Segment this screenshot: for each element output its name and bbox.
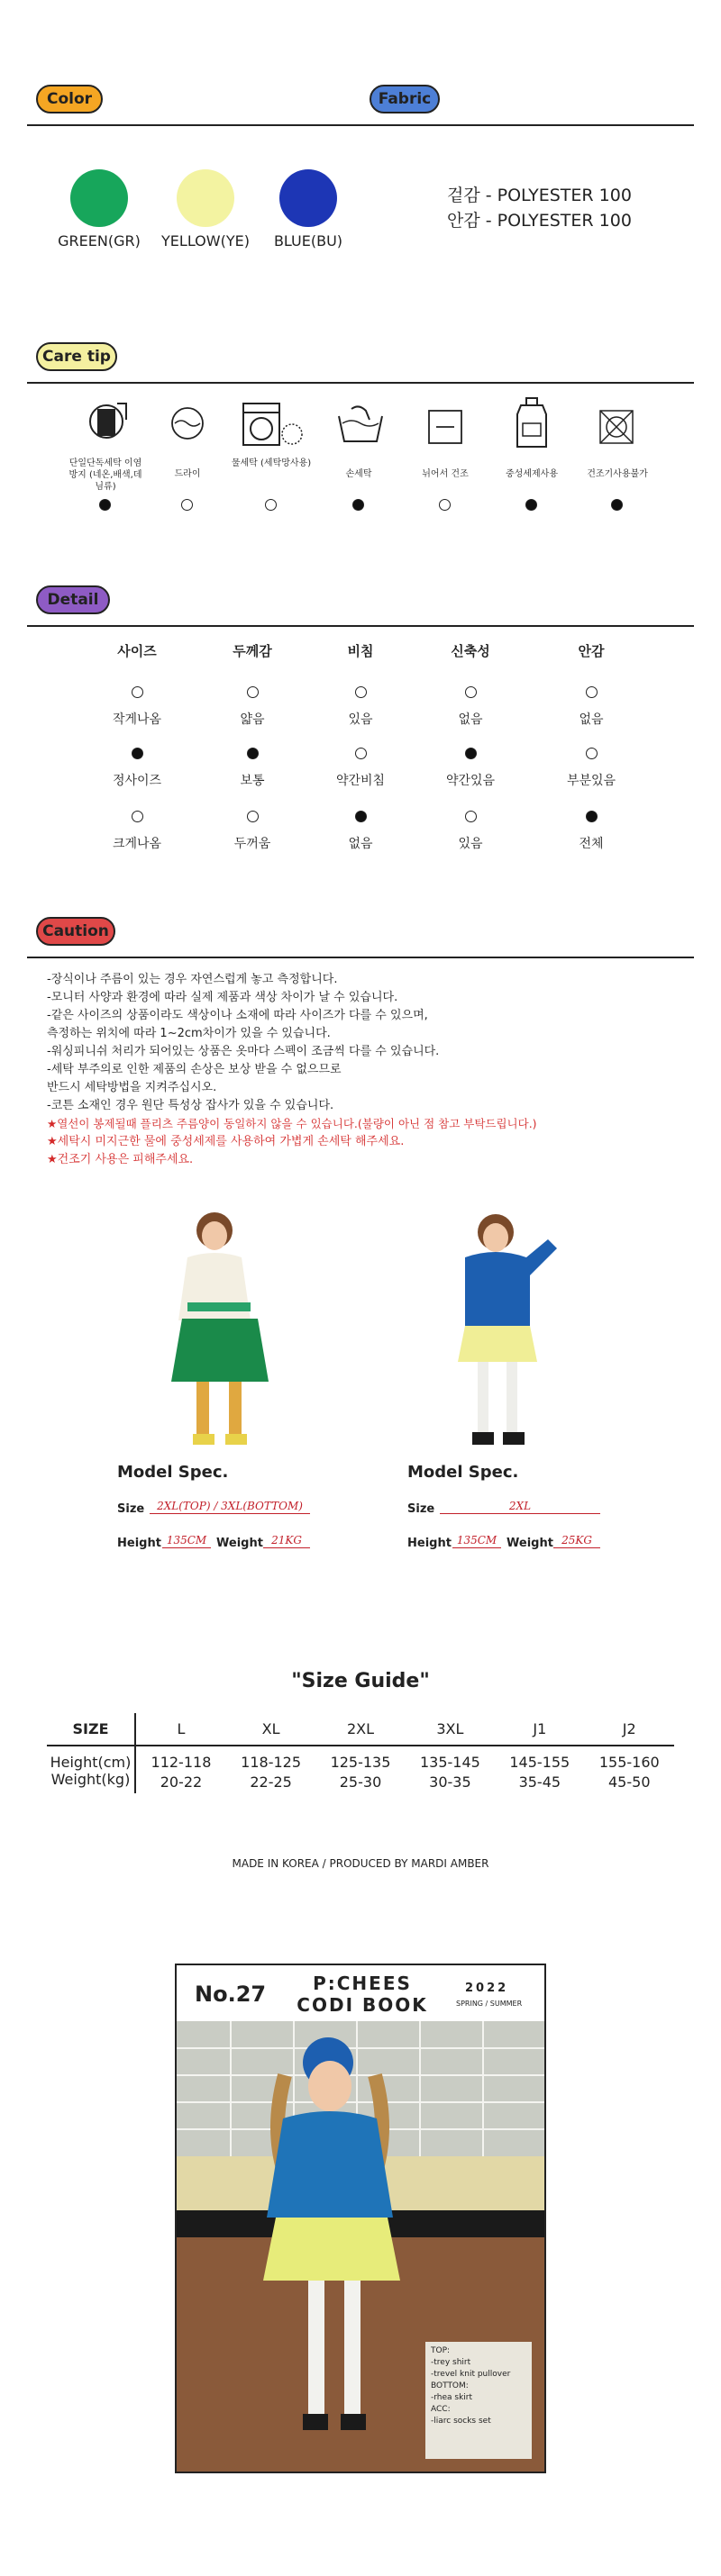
detail-dot-selected xyxy=(247,748,259,759)
size-guide-cell: 118-125 xyxy=(241,1754,302,1771)
outfit-note xyxy=(425,2342,532,2459)
codi-book-year: 2022 xyxy=(465,1982,509,1995)
fabric-lining: 안감 - POLYESTER 100 xyxy=(447,211,632,231)
caution-line: -모니터 사양과 환경에 따라 실제 제품과 색상 차이가 날 수 있습니다. xyxy=(47,991,398,1004)
detail-option: 약간비침 xyxy=(335,774,386,788)
swatch-green[interactable] xyxy=(70,169,128,227)
codi-book-season: SPRING / SUMMER xyxy=(456,2000,523,2008)
model-weight-value: 25KG xyxy=(553,1533,600,1548)
detail-head-sheer: 비침 xyxy=(347,643,374,659)
model-size-value: 2XL(TOP) / 3XL(BOTTOM) xyxy=(150,1499,310,1514)
care-label-machine-wash: 물세탁 (세탁망사용) xyxy=(231,458,312,468)
swatch-label-green: GREEN(GR) xyxy=(58,232,141,249)
care-label-hand-wash: 손세탁 xyxy=(345,469,372,479)
detail-head-stretch: 신축성 xyxy=(451,643,490,659)
size-guide-cell: 125-135 xyxy=(330,1754,391,1771)
size-guide-cell: 45-50 xyxy=(608,1773,651,1791)
detail-dot-selected xyxy=(355,811,367,822)
caution-warning: ★세탁시 미지근한 물에 중성세제를 사용하여 가볍게 손세탁 해주세요. xyxy=(47,1135,405,1148)
codi-book-title-1: P:CHEES xyxy=(313,1973,412,1994)
swatch-label-yellow: YELLOW(YE) xyxy=(161,232,250,249)
detail-dot xyxy=(355,686,367,698)
size-guide-cell: 30-35 xyxy=(429,1773,471,1791)
size-guide-cell: 20-22 xyxy=(160,1773,203,1791)
model-spec-title: Model Spec. xyxy=(117,1463,229,1482)
size-guide-header-cell: 2XL xyxy=(346,1720,375,1737)
outfit-acc-label: ACC: xyxy=(431,2405,451,2414)
size-guide-row-label: Height(cm) xyxy=(47,1746,135,1771)
care-dot-machine-wash xyxy=(265,499,277,511)
detail-dot xyxy=(132,686,143,698)
outfit-top-label: TOP: xyxy=(431,2346,451,2355)
detail-option: 크게나옴 xyxy=(112,837,162,851)
size-guide-cell: 35-45 xyxy=(518,1773,561,1791)
caution-line: -장식이나 주름이 있는 경우 자연스럽게 놓고 측정합니다. xyxy=(47,973,338,986)
detail-dot xyxy=(586,748,598,759)
care-dot-no-dryer xyxy=(611,499,623,511)
care-label-no-dryer: 건조기사용불가 xyxy=(587,469,648,479)
size-guide-cell: 155-160 xyxy=(598,1754,660,1771)
size-guide-header-cell: J2 xyxy=(622,1720,636,1737)
made-in-text: MADE IN KOREA / PRODUCED BY MARDI AMBER xyxy=(232,1857,489,1870)
size-guide-cell: 22-25 xyxy=(250,1773,292,1791)
detail-option: 있음 xyxy=(348,712,373,727)
codi-book-title-2: CODI BOOK xyxy=(297,1994,428,2016)
outfit-bottom-item: -rhea skirt xyxy=(431,2393,473,2402)
outfit-acc-item: -liarc socks set xyxy=(431,2417,491,2426)
washing-machine-icon xyxy=(242,402,305,447)
caution-line: -세탁 부주의로 인한 제품의 손상은 보상 받을 수 없으므로 xyxy=(47,1063,342,1076)
detail-option: 약간있음 xyxy=(445,774,496,788)
care-label-single-wash: 단일단독세탁 이염방지 (네온,배색,데님류) xyxy=(68,458,142,492)
detail-dot xyxy=(247,811,259,822)
detail-option: 없음 xyxy=(579,712,604,727)
model-height-value: 135CM xyxy=(452,1533,501,1548)
model-size-label: Size xyxy=(117,1502,145,1516)
size-guide-header-row xyxy=(47,1713,674,1746)
size-guide-cell: 145-155 xyxy=(509,1754,570,1771)
model-height-label: Height xyxy=(407,1537,452,1550)
model-size-label: Size xyxy=(407,1502,435,1516)
detail-option: 얇음 xyxy=(240,712,265,727)
size-guide-header-cell: SIZE xyxy=(47,1713,135,1746)
size-guide-row-height xyxy=(47,1746,674,1771)
size-guide-row-label: Weight(kg) xyxy=(47,1771,135,1793)
size-guide-cell: 135-145 xyxy=(419,1754,480,1771)
model-height-value: 135CM xyxy=(162,1533,211,1548)
caution-line: -같은 사이즈의 상품이라도 색상이나 소재에 따라 사이즈가 다를 수 있으며, xyxy=(47,1009,428,1022)
model-height-label: Height xyxy=(117,1537,161,1550)
caution-warning: ★열선이 봉제될때 플리츠 주름양이 동일하지 않을 수 있습니다.(불량이 아닌 점 참고 부탁드립니다.) xyxy=(47,1117,537,1130)
detail-dot xyxy=(247,686,259,698)
care-dot-hand-wash xyxy=(352,499,364,511)
outfit-top-item: -trey shirt xyxy=(431,2358,471,2367)
neutral-detergent-icon xyxy=(514,396,550,450)
detail-option: 두꺼움 xyxy=(233,837,271,851)
caution-line: -워싱피니쉬 처리가 되어있는 상품은 옷마다 스펙이 조금씩 다를 수 있습니다. xyxy=(47,1045,440,1058)
detail-option: 없음 xyxy=(458,712,483,727)
size-guide-title: "Size Guide" xyxy=(291,1670,430,1692)
caution-warning: ★건조기 사용은 피해주세요. xyxy=(47,1153,194,1166)
size-guide-header-cell: J1 xyxy=(533,1720,547,1737)
detail-divider xyxy=(27,625,694,627)
detail-option: 있음 xyxy=(458,837,483,851)
detail-dot xyxy=(465,811,477,822)
detail-option: 보통 xyxy=(240,774,265,788)
model-weight-value: 21KG xyxy=(263,1533,310,1548)
detail-head-thickness: 두께감 xyxy=(233,643,272,659)
codi-book-number: No.27 xyxy=(195,1982,267,2007)
model-weight-label: Weight xyxy=(507,1537,553,1550)
swatch-yellow[interactable] xyxy=(177,169,234,227)
detail-dot-selected xyxy=(132,748,143,759)
fabric-section-label: Fabric xyxy=(370,85,440,113)
hand-wash-icon xyxy=(335,404,386,443)
size-guide-header-cell: XL xyxy=(261,1720,280,1737)
swatch-label-blue: BLUE(BU) xyxy=(273,232,343,249)
detail-option: 부분있음 xyxy=(566,774,616,788)
outfit-top-item: -trevel knit pullover xyxy=(431,2370,511,2379)
caution-divider xyxy=(27,957,694,958)
care-dot-detergent xyxy=(525,499,537,511)
no-dryer-icon xyxy=(598,409,634,445)
color-section-label: Color xyxy=(36,85,103,113)
size-guide-cell: 25-30 xyxy=(339,1773,382,1791)
care-dot-flat-dry xyxy=(439,499,451,511)
detail-dot xyxy=(586,686,598,698)
size-guide-row-weight xyxy=(47,1771,674,1793)
caution-line: -코튼 소재인 경우 원단 특성상 잡사가 있을 수 있습니다. xyxy=(47,1099,334,1112)
care-dot-single-wash xyxy=(99,499,111,511)
care-label-flat-dry: 뉘어서 건조 xyxy=(422,469,469,479)
model-spec-title: Model Spec. xyxy=(407,1463,519,1482)
detail-dot-selected xyxy=(465,748,477,759)
detail-dot xyxy=(465,686,477,698)
codi-book-card xyxy=(175,1964,546,2473)
detail-option: 정사이즈 xyxy=(112,774,162,788)
flat-dry-icon xyxy=(427,409,463,445)
detail-dot-selected xyxy=(586,811,598,822)
caution-section-label: Caution xyxy=(36,917,115,946)
model-size-value: 2XL xyxy=(440,1499,600,1514)
detail-option: 없음 xyxy=(348,837,373,851)
model-weight-label: Weight xyxy=(216,1537,263,1550)
size-guide-table xyxy=(47,1713,674,1793)
size-guide-header-cell: L xyxy=(177,1720,186,1737)
care-label-detergent: 중성세제사용 xyxy=(506,469,558,479)
care-section-label: Care tip xyxy=(36,342,117,371)
swatch-blue[interactable] xyxy=(279,169,337,227)
model-photo-1 xyxy=(135,1203,297,1465)
outfit-bottom-label: BOTTOM: xyxy=(431,2381,469,2390)
detail-section-label: Detail xyxy=(36,585,110,614)
care-label-dry-clean: 드라이 xyxy=(174,469,201,479)
size-guide-header-cell: 3XL xyxy=(436,1720,464,1737)
size-guide-cell: 112-118 xyxy=(151,1754,212,1771)
detail-dot xyxy=(132,811,143,822)
detail-option: 작게나옴 xyxy=(112,712,162,727)
color-divider xyxy=(27,124,694,126)
dry-clean-icon xyxy=(169,405,205,441)
single-wash-icon xyxy=(81,395,135,449)
detail-head-size: 사이즈 xyxy=(117,643,157,659)
detail-head-lining: 안감 xyxy=(578,643,605,659)
model-photo-2 xyxy=(433,1203,568,1465)
detail-option: 전체 xyxy=(579,837,604,851)
care-divider xyxy=(27,382,694,384)
fabric-outer: 겉감 - POLYESTER 100 xyxy=(447,186,632,205)
caution-line: 반드시 세탁방법을 지켜주십시오. xyxy=(47,1081,217,1094)
caution-line: 측정하는 위치에 따라 1~2cm차이가 있을 수 있습니다. xyxy=(47,1027,331,1040)
care-dot-dry-clean xyxy=(181,499,193,511)
detail-dot xyxy=(355,748,367,759)
